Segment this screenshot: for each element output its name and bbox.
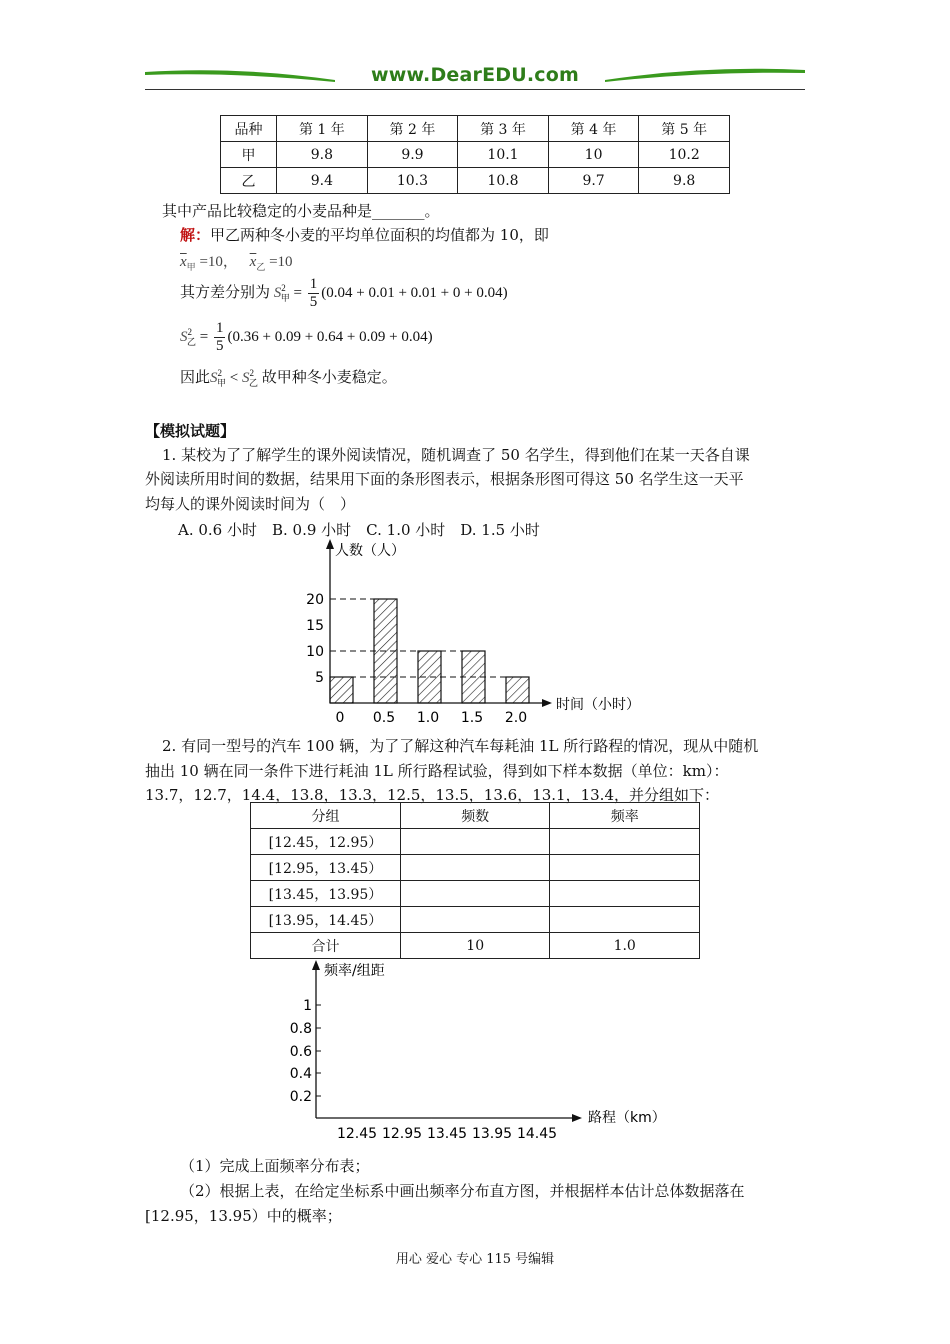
x-tick-label: 0 bbox=[335, 710, 345, 726]
table-cell[interactable] bbox=[400, 855, 549, 881]
table-cell: 第 3 年 bbox=[458, 116, 549, 142]
table-cell[interactable] bbox=[400, 907, 549, 933]
histogram-bar bbox=[506, 677, 529, 703]
table-cell[interactable] bbox=[400, 829, 549, 855]
table-cell: 分组 bbox=[251, 803, 401, 829]
page-footer: 用心 爱心 专心 115 号编辑 bbox=[395, 1252, 555, 1267]
mean-jia: =10， bbox=[199, 254, 238, 270]
header-rule bbox=[145, 89, 805, 90]
y-axis-arrow bbox=[312, 960, 320, 970]
table-cell: 10.3 bbox=[367, 168, 458, 194]
site-header bbox=[145, 62, 805, 92]
q2-sub-2-line-1: （2）根据上表，在给定坐标系中画出频率分布直方图，并根据样本估计总体数据落在 bbox=[180, 1182, 745, 1200]
table-cell: [13.95，14.45） bbox=[251, 907, 401, 933]
q1-line-1: 1. 某校为了了解学生的课外阅读情况，随机调查了 50 名学生，得到他们在某一天各自课 bbox=[162, 446, 750, 464]
fraction: $\frac{1}{5}$ bbox=[309, 276, 318, 310]
table-cell: 9.7 bbox=[548, 168, 639, 194]
table-row bbox=[251, 881, 700, 907]
table-header-row bbox=[221, 116, 730, 142]
x-axis-label: 路程（km） bbox=[588, 1110, 666, 1126]
table-cell: 频率 bbox=[550, 803, 700, 829]
x-tick-label: 13.95 bbox=[471, 1126, 513, 1142]
y-tick-label: 0.8 bbox=[289, 1021, 312, 1037]
solution-conclusion: 因此$S^2_甲 < S^2_乙$ 故甲种冬小麦稳定。 bbox=[180, 368, 397, 388]
table-cell: 第 1 年 bbox=[277, 116, 368, 142]
solution-label: 解： bbox=[180, 226, 211, 244]
x-tick-label: 1.0 bbox=[416, 710, 440, 726]
x-tick-label: 2.0 bbox=[504, 710, 528, 726]
y-tick-label: 1 bbox=[303, 998, 312, 1014]
y-tick-label: 0.2 bbox=[289, 1089, 312, 1105]
y-tick-label: 15 bbox=[306, 618, 324, 634]
histogram-bar bbox=[330, 677, 353, 703]
question-stable: 其中产品比较稳定的小麦品种是_______。 bbox=[162, 202, 440, 220]
table-cell: 品种 bbox=[221, 116, 277, 142]
table-row bbox=[251, 855, 700, 881]
table-cell: [12.45，12.95） bbox=[251, 829, 401, 855]
table-cell[interactable] bbox=[550, 829, 700, 855]
solution-means: $\overline{x}_甲 =10$， $\overline{x}_乙 =10$ bbox=[180, 254, 293, 272]
y-axis-arrow bbox=[326, 539, 334, 549]
y-tick-label: 20 bbox=[306, 592, 324, 608]
x-tick-label: 0.5 bbox=[372, 710, 396, 726]
histogram-bar bbox=[462, 651, 485, 703]
q2-line-3: 13.7，12.7，14.4，13.8，13.3，12.5，13.5，13.6，13.1，13.4，并分组如下： bbox=[145, 786, 719, 804]
table-row bbox=[221, 168, 730, 194]
x-tick-label: 12.95 bbox=[381, 1126, 423, 1142]
mean-yi: =10 bbox=[269, 254, 293, 270]
q2-sub-1: （1）完成上面频率分布表； bbox=[180, 1157, 370, 1175]
table-cell: 1.0 bbox=[550, 933, 700, 959]
q2-sub-2-line-2: [12.95，13.95）中的概率； bbox=[145, 1207, 342, 1225]
solution-line-1 bbox=[180, 224, 549, 245]
var-yi-expr: (0.36 + 0.09 + 0.64 + 0.09 + 0.04) bbox=[227, 328, 433, 345]
table-cell: 第 5 年 bbox=[639, 116, 730, 142]
table-cell: 10 bbox=[548, 142, 639, 168]
frequency-histogram-axes bbox=[280, 955, 700, 1150]
table-cell: [12.95，13.45） bbox=[251, 855, 401, 881]
wheat-yield-table bbox=[220, 115, 730, 194]
table-cell: 频数 bbox=[400, 803, 549, 829]
x-tick-label: 13.45 bbox=[426, 1126, 468, 1142]
x-axis-arrow bbox=[572, 1114, 582, 1122]
x-tick-label: 1.5 bbox=[460, 710, 484, 726]
table-cell: 合计 bbox=[251, 933, 401, 959]
fraction: $\frac{1}{5}$ bbox=[215, 320, 224, 354]
table-cell: 甲 bbox=[221, 142, 277, 168]
table-cell: [13.45，13.95） bbox=[251, 881, 401, 907]
q1-line-2: 外阅读所用时间的数据，结果用下面的条形图表示，根据条形图可得这 50 名学生这一天平 bbox=[145, 470, 744, 488]
section-title: 【模拟试题】 bbox=[145, 422, 236, 440]
table-cell: 9.8 bbox=[639, 168, 730, 194]
solution-text: 甲乙两种冬小麦的平均单位面积的均值都为 10，即 bbox=[210, 226, 549, 244]
var-intro: 其方差分别为 bbox=[180, 284, 271, 301]
q1-line-3: 均每人的课外阅读时间为（ ） bbox=[145, 495, 356, 513]
solution-var-jia: 其方差分别为 $S^2_甲$ = $\frac{1}{5}$ (0.04 + 0.01 + 0.01 + 0 + 0.04) bbox=[180, 276, 508, 310]
table-cell: 第 4 年 bbox=[548, 116, 639, 142]
solution-var-yi: $S^2_乙$ = $\frac{1}{5}$ (0.36 + 0.09 + 0.64 + 0.09 + 0.04) bbox=[180, 320, 433, 354]
x-tick-label: 14.45 bbox=[516, 1126, 558, 1142]
table-cell: 10 bbox=[400, 933, 549, 959]
table-cell: 9.8 bbox=[277, 142, 368, 168]
x-axis-label: 时间（小时） bbox=[556, 697, 640, 713]
table-cell[interactable] bbox=[400, 881, 549, 907]
table-cell[interactable] bbox=[550, 907, 700, 933]
q2-line-2: 抽出 10 辆在同一条件下进行耗油 1L 所行路程试验，得到如下样本数据（单位：km）： bbox=[145, 762, 729, 780]
table-cell: 乙 bbox=[221, 168, 277, 194]
table-cell: 10.2 bbox=[639, 142, 730, 168]
q2-line-1: 2. 有同一型号的汽车 100 辆，为了了解这种汽车每耗油 1L 所行路程的情况，现从中随机 bbox=[162, 737, 759, 755]
y-tick-label: 5 bbox=[315, 670, 324, 686]
table-row bbox=[221, 142, 730, 168]
table-cell: 10.8 bbox=[458, 168, 549, 194]
conclusion-suffix: 故甲种冬小麦稳定。 bbox=[261, 370, 397, 386]
table-row bbox=[251, 829, 700, 855]
table-cell: 10.1 bbox=[458, 142, 549, 168]
histogram-bar bbox=[418, 651, 441, 703]
histogram-bar bbox=[374, 599, 397, 703]
site-logo[interactable]: www.DearEDU.com bbox=[370, 64, 580, 86]
table-cell: 9.4 bbox=[277, 168, 368, 194]
conclusion-prefix: 因此 bbox=[180, 370, 211, 386]
q1-options: A. 0.6 小时 B. 0.9 小时 C. 1.0 小时 D. 1.5 小时 bbox=[178, 521, 540, 539]
table-row bbox=[251, 907, 700, 933]
y-tick-label: 0.6 bbox=[289, 1044, 312, 1060]
y-tick-label: 10 bbox=[306, 644, 324, 660]
table-cell[interactable] bbox=[550, 881, 700, 907]
reading-time-bar-chart bbox=[290, 535, 670, 730]
frequency-table bbox=[250, 802, 700, 959]
table-cell: 9.9 bbox=[367, 142, 458, 168]
y-axis-label: 人数（人） bbox=[335, 543, 405, 559]
y-axis-label: 频率/组距 bbox=[324, 963, 385, 979]
x-tick-label: 12.45 bbox=[336, 1126, 378, 1142]
x-axis-arrow bbox=[542, 699, 552, 707]
table-cell[interactable] bbox=[550, 855, 700, 881]
var-jia-expr: (0.04 + 0.01 + 0.01 + 0 + 0.04) bbox=[321, 284, 508, 301]
y-tick-label: 0.4 bbox=[289, 1066, 312, 1082]
table-cell: 第 2 年 bbox=[367, 116, 458, 142]
table-header-row bbox=[251, 803, 700, 829]
